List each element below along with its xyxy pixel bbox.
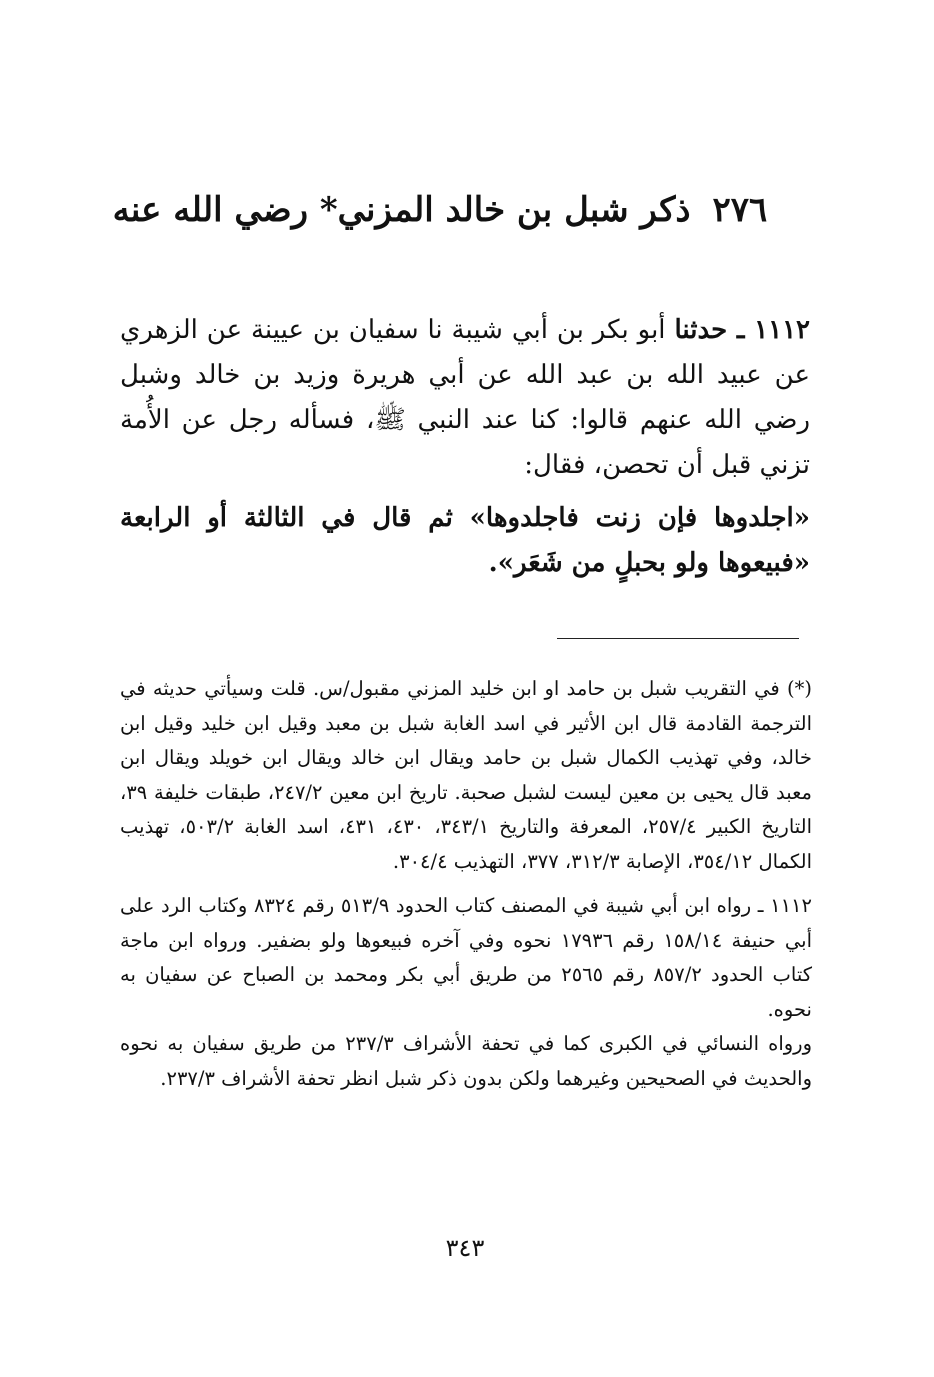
hadith-number-and-term: ١١١٢ ـ حدثنا (674, 315, 811, 345)
prophetic-saying: «اجلدوها فإن زنت فاجلدوها» ثم قال في الثالثة أو الرابعة «فبيعوها ولو بحبلٍ من شَعَر». (120, 503, 810, 578)
chapter-heading (100, 188, 780, 232)
hadith-text: أبو بكر بن أبي شيبة نا سفيان بن عيينة عن الزهري عن عبيد الله بن عبد الله عن أبي هريرة وزيد بن خالد وشبل رضي الله عنهم قالوا: كنا عند النبي ﷺ، فسأله رجل عن الأُمة تزني قبل أن تحصن، فقال: (120, 315, 810, 480)
footnote-hadith-takhrij: ١١١٢ ـ رواه ابن أبي شيبة في المصنف كتاب الحدود ٥١٣/٩ رقم ٨٣٢٤ وكتاب الرد على أبي حنيفة ١٥٨/١٤ رقم ١٧٩٣٦ نحوه وفي آخره فبيعوها ولو بضفير. ورواه ابن ماجة كتاب الحدود ٨٥٧/٢ رقم ٢٥٦٥ من طريق أبي بكر ومحمد بن الصباح عن سفيان به نحوه. (120, 894, 813, 1021)
footnote-biography: (*) في التقريب شبل بن حامد او ابن خليد المزني مقبول/س. قلت وسيأتي حديثه في الترجمة القادمة قال ابن الأثير في اسد الغابة شبل بن معبد وقيل ابن خليد وقيل ابن خالد، وفي تهذيب الكمال شبل بن حامد ويقال ابن خالد ويقال ابن خويلد ويقال ابن معبد قال يحيى بن معين ليست لشبل صحبة. تاريخ ابن معين ٢٤٧/٢، طبقات خليفة ٣٩، التاريخ الكبير ٢٥٧/٤، المعرفة والتاريخ ٣٤٣/١، ٤٣٠، ٤٣١، اسد الغابة ٥٠٣/٢، تهذيب الكمال ٣٥٤/١٢، الإصابة ٣١٢/٣، ٣٧٧، التهذيب ٣٠٤/٤. (120, 677, 813, 873)
footnotes (120, 672, 812, 1096)
footnote-separator (557, 638, 799, 639)
hadith-text-block (120, 308, 810, 586)
chapter-number: ٢٧٦ (712, 189, 768, 230)
footnote-nasai: ورواه النسائي في الكبرى كما في تحفة الأشراف ٢٣٧/٣ من طريق سفيان به نحوه والحديث في الصحيحين وغيرهما ولكن بدون ذكر شبل انظر تحفة الأشراف ٢٣٧/٣. (120, 1032, 812, 1090)
chapter-title: ذكر شبل بن خالد المزني* رضي الله عنه (112, 189, 691, 230)
page-number: ٣٤٣ (445, 1234, 485, 1262)
hadith-isnad-paragraph (120, 308, 810, 488)
